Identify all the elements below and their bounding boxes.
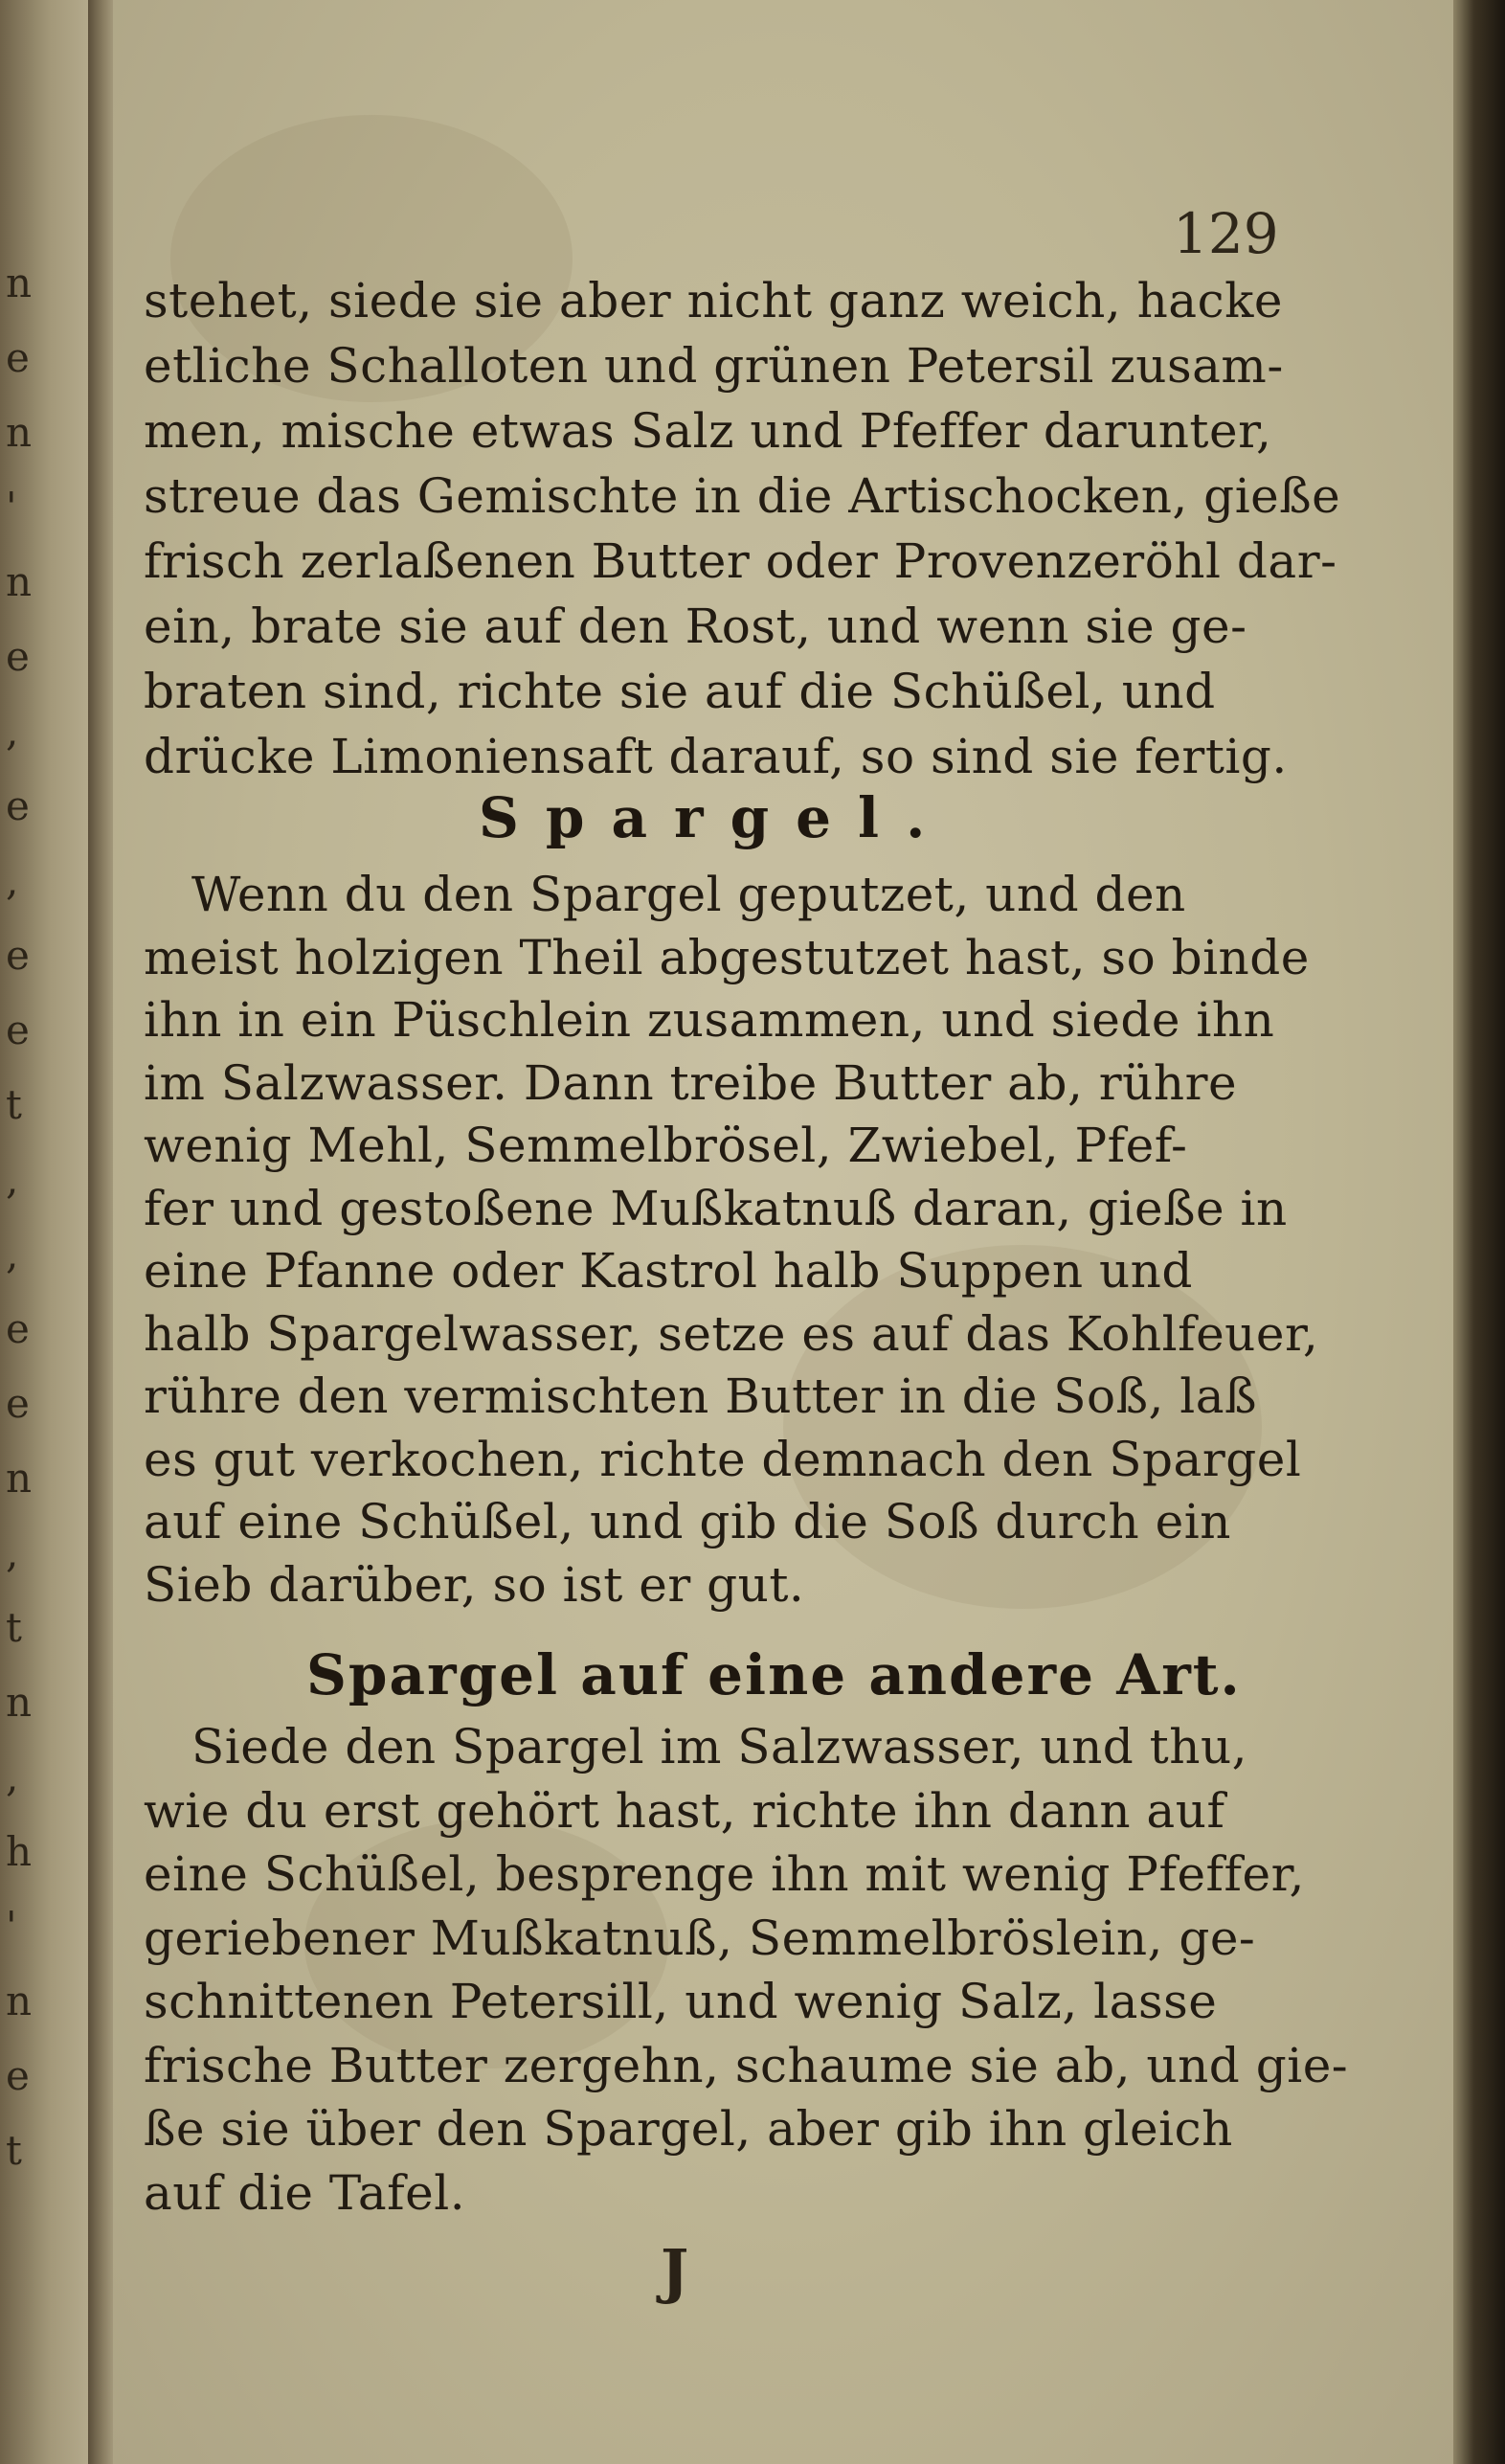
text-line: braten sind, richte sie auf die Schüßel, und (144, 664, 1216, 719)
signature-mark: J (661, 2236, 689, 2306)
text-line: fer und gestoßene Mußkatnuß daran, gieße in (144, 1180, 1288, 1236)
text-line: Wenn du den Spargel geputzet, und den (191, 867, 1186, 922)
text-line: schnittenen Petersill, und wenig Salz, lasse (144, 1974, 1218, 2029)
heading-spargel-andere-art: Spargel auf eine andere Art. (306, 1642, 1242, 1707)
left-margin-glyph: n (6, 409, 33, 456)
left-margin-glyph: , (6, 1529, 19, 1576)
left-margin-glyph: , (6, 857, 19, 904)
left-margin-glyph: t (6, 2127, 22, 2174)
left-margin-glyph: , (6, 1231, 19, 1277)
left-margin-glyph: n (6, 558, 33, 605)
left-margin-glyph: e (6, 633, 30, 680)
text-line: geriebener Mußkatnuß, Semmelbröslein, ge- (144, 1910, 1256, 1966)
left-margin-glyph: e (6, 334, 30, 381)
text-line: meist holzigen Theil abgestutzet hast, so binde (144, 929, 1310, 985)
text-line: auf eine Schüßel, und gib die Soß durch ein (144, 1494, 1231, 1549)
left-margin-glyph: h (6, 1828, 33, 1875)
text-line: frisch zerlaßenen Butter oder Provenzeröhl dar- (144, 533, 1337, 589)
left-margin-glyph: e (6, 2052, 30, 2099)
text-line: Siede den Spargel im Salzwasser, und thu, (191, 1719, 1248, 1775)
text-line: ein, brate sie auf den Rost, und wenn sie ge- (144, 599, 1247, 654)
text-line: im Salzwasser. Dann treibe Butter ab, rühre (144, 1054, 1238, 1111)
left-margin-glyph: n (6, 260, 33, 306)
left-margin-glyph: e (6, 932, 30, 979)
text-line: frische Butter zergehn, schaume sie ab, und gie- (144, 2037, 1349, 2093)
text-line: eine Schüßel, besprenge ihn mit wenig Pfeffer, (144, 1846, 1305, 1902)
left-margin-glyph: e (6, 782, 30, 829)
left-margin-glyph: e (6, 1380, 30, 1427)
text-line: eine Pfanne oder Kastrol halb Suppen und (144, 1243, 1193, 1299)
text-line: auf die Tafel. (144, 2164, 466, 2221)
heading-spargel: Spargel. (479, 785, 953, 850)
text-line: drücke Limoniensaft darauf, so sind sie fertig. (144, 729, 1288, 784)
left-margin-glyph: n (6, 1679, 33, 1726)
book-gutter (88, 0, 115, 2464)
left-margin-glyph: , (6, 708, 19, 755)
text-line: wie du erst gehört hast, richte ihn dann auf (144, 1782, 1225, 1839)
page-number: 129 (1173, 201, 1279, 266)
left-margin-glyph: e (6, 1006, 30, 1053)
text-line: Sieb darüber, so ist er gut. (144, 1556, 805, 1613)
left-margin-glyph: ' (6, 1903, 17, 1950)
text-line: stehet, siede sie aber nicht ganz weich, hacke (144, 273, 1283, 328)
text-line: halb Spargelwasser, setze es auf das Kohlfeuer, (144, 1305, 1319, 1362)
left-margin-glyph: t (6, 1081, 22, 1128)
left-margin-glyph: t (6, 1604, 22, 1651)
left-margin-glyph: n (6, 1455, 33, 1502)
text-line: ihn in ein Püschlein zusammen, und siede ihn (144, 992, 1275, 1048)
left-page-edge (0, 0, 91, 2464)
text-line: men, mische etwas Salz und Pfeffer darunter, (144, 403, 1272, 459)
left-margin-glyph: ' (6, 484, 17, 531)
text-line: etliche Schalloten und grünen Petersil zusam- (144, 338, 1284, 394)
left-margin-glyph: n (6, 1978, 33, 2024)
left-margin-glyph: e (6, 1305, 30, 1352)
left-margin-glyph: , (6, 1753, 19, 1800)
left-margin-glyph: , (6, 1156, 19, 1203)
text-line: es gut verkochen, richte demnach den Spargel (144, 1431, 1302, 1487)
text-line: ße sie über den Spargel, aber gib ihn gleich (144, 2101, 1233, 2157)
text-line: streue das Gemischte in die Artischocken, gieße (144, 468, 1341, 524)
text-line: rühre den vermischten Butter in die Soß, laß (144, 1368, 1257, 1424)
text-line: wenig Mehl, Semmelbrösel, Zwiebel, Pfef- (144, 1118, 1188, 1173)
right-page-edge (1453, 0, 1505, 2464)
